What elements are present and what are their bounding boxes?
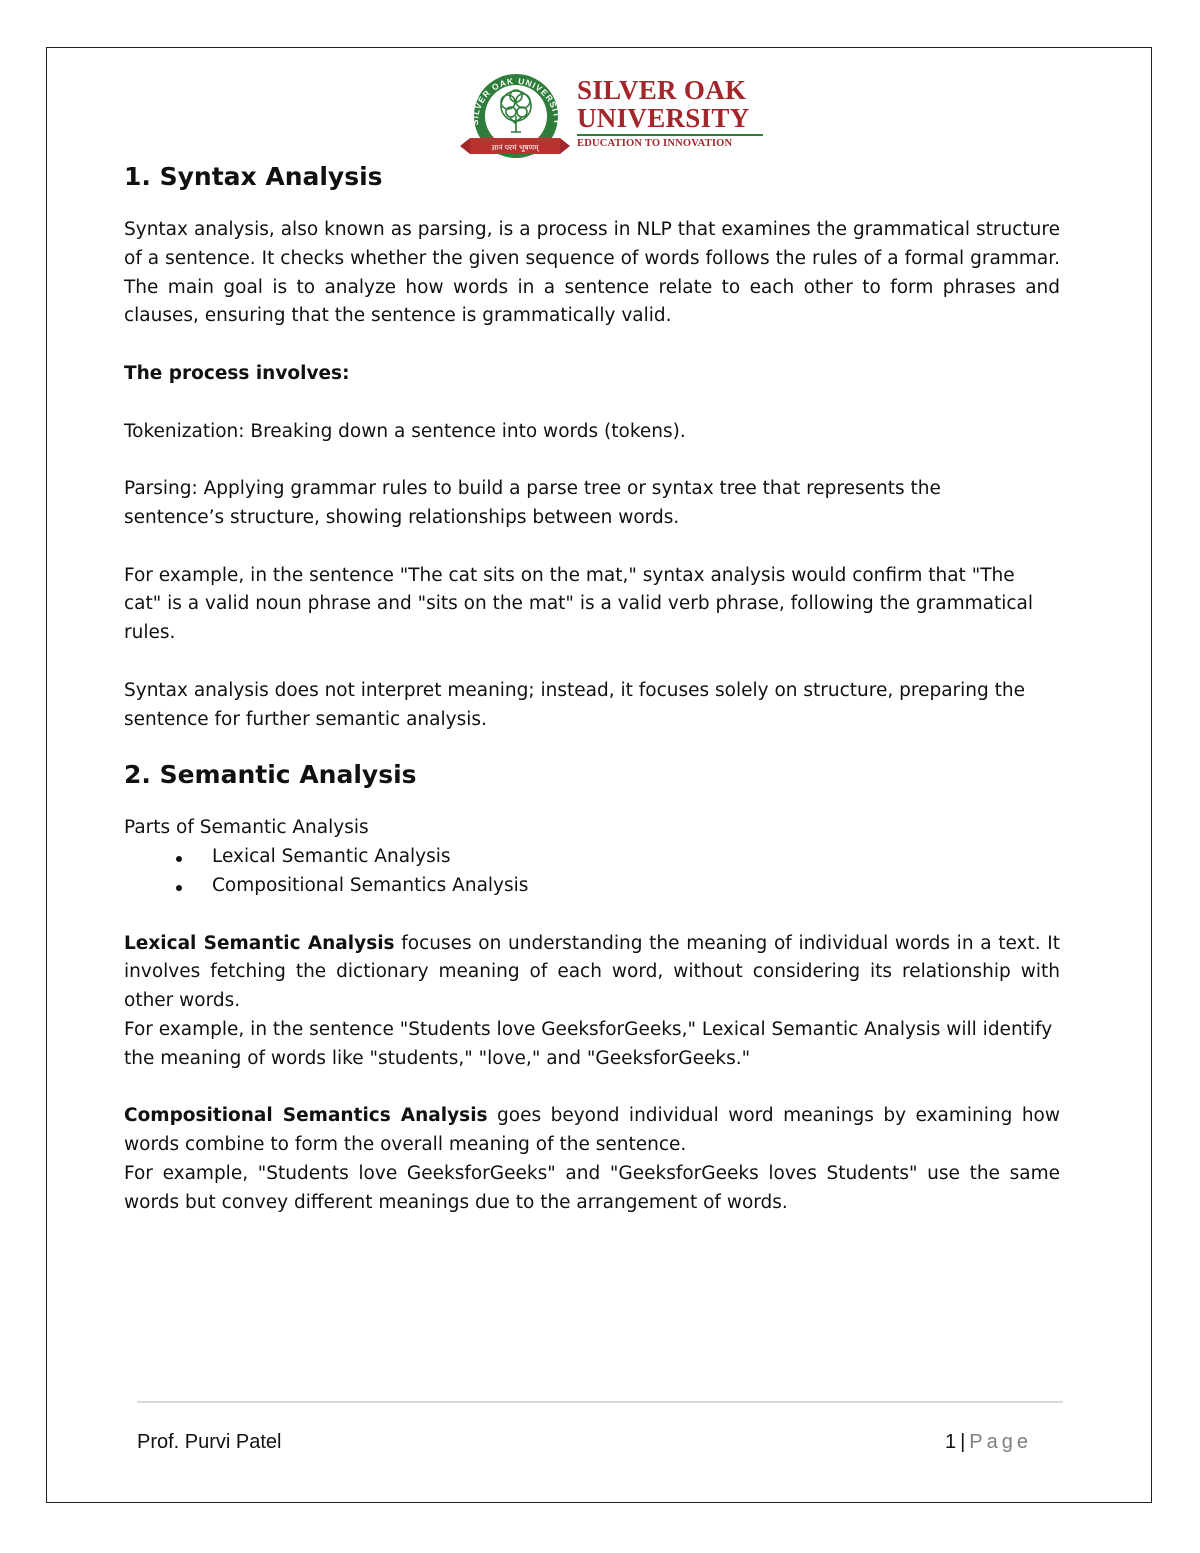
syntax-example: For example, in the sentence "The cat sits on the mat," syntax analysis would confirm that "The cat" is a valid noun phrase and "sits on the mat" is a valid verb phrase, following the grammatical rules. bbox=[124, 564, 1034, 644]
compositional-term: Compositional Semantics Analysis bbox=[124, 1105, 488, 1127]
parts-list bbox=[124, 843, 1060, 901]
footer-divider bbox=[137, 1401, 1063, 1403]
compositional-paragraph bbox=[124, 1102, 1060, 1160]
compositional-description: goes beyond individual word meanings by examining how words combine to form the overall meaning of the sentence. bbox=[124, 1105, 1061, 1156]
process-label: The process involves: bbox=[124, 362, 350, 384]
logo-name-line1: SILVER OAK bbox=[577, 75, 747, 105]
page-label: Page bbox=[969, 1431, 1032, 1453]
seal-motto: ज्ञानं परमं भूषणम् bbox=[491, 143, 539, 152]
page-number: 1 bbox=[944, 1431, 957, 1453]
footer-page-number bbox=[945, 1431, 1032, 1454]
compositional-example: For example, "Students love GeeksforGeeks" and "GeeksforGeeks loves Students" use the same words but convey different meanings due to the arrangement of words. bbox=[124, 1162, 1060, 1213]
footer-author: Prof. Purvi Patel bbox=[137, 1431, 282, 1453]
page-separator: | bbox=[960, 1431, 966, 1453]
lexical-paragraph bbox=[124, 930, 1060, 1016]
university-seal-icon bbox=[456, 66, 574, 162]
list-item: Lexical Semantic Analysis bbox=[176, 843, 1060, 872]
logo-name-line2: UNIVERSITY bbox=[577, 103, 750, 133]
list-item: Compositional Semantics Analysis bbox=[176, 872, 1060, 901]
document-body bbox=[124, 160, 1060, 1218]
parsing-text: Parsing: Applying grammar rules to build a parse tree or syntax tree that represents the sentence’s structure, showing relationships between words. bbox=[124, 478, 941, 528]
svg-text:SILVER OAK UNIVERSITY: SILVER OAK UNIVERSITY bbox=[469, 75, 563, 126]
section2-heading: 2. Semantic Analysis bbox=[124, 760, 417, 790]
lexical-term: Lexical Semantic Analysis bbox=[124, 932, 395, 954]
lexical-example: For example, in the sentence "Students love GeeksforGeeks," Lexical Semantic Analysis will identify the meaning of words like "students," "love," and "GeeksforGeeks." bbox=[124, 1018, 1053, 1069]
logo-tagline: EDUCATION TO INNOVATION bbox=[577, 138, 733, 149]
parts-label: Parts of Semantic Analysis bbox=[124, 817, 369, 839]
section1-intro: Syntax analysis, also known as parsing, is a process in NLP that examines the grammatical structure of a sentence. It checks whether the given sequence of words follows the rules of a formal grammar. The main goal is to analyze how words in a sentence relate to each other to form phrases and clauses, ensuring that the sentence is grammatically valid. bbox=[124, 219, 1060, 327]
syntax-conclusion: Syntax analysis does not interpret meaning; instead, it focuses solely on structure, preparing the sentence for further semantic analysis. bbox=[124, 679, 1025, 730]
lexical-description: focuses on understanding the meaning of individual words in a text. It involves fetching the dictionary meaning of each word, without considering its relationship with other words. bbox=[124, 932, 1060, 1012]
tokenization-text: Tokenization: Breaking down a sentence into words (tokens). bbox=[124, 420, 686, 442]
university-logo bbox=[456, 66, 766, 162]
logo-divider bbox=[577, 134, 763, 136]
section1-heading: 1. Syntax Analysis bbox=[124, 162, 383, 191]
